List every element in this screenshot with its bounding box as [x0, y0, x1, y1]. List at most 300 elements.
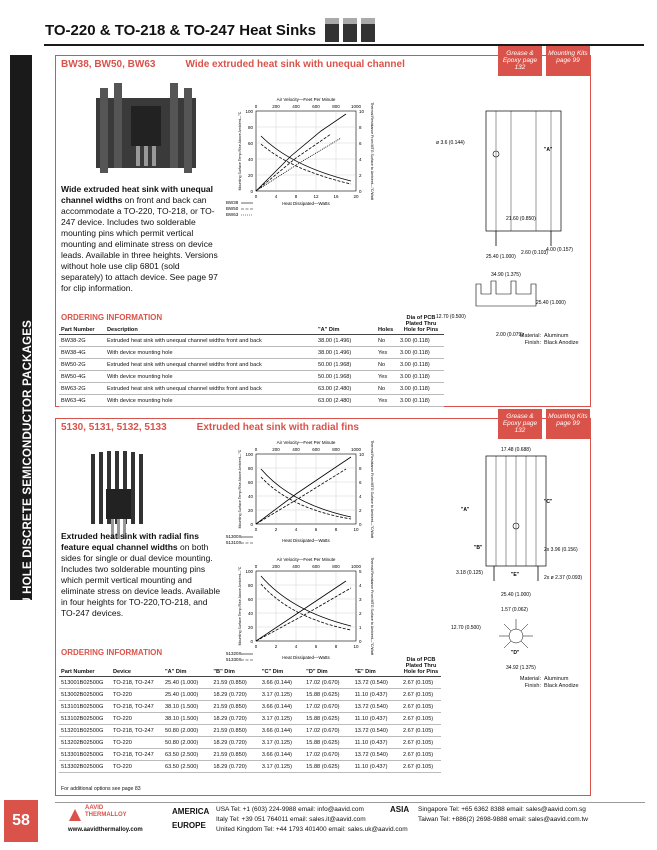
left-tick: 60	[247, 141, 253, 146]
table-row	[59, 335, 444, 347]
right-tick: 6	[359, 141, 362, 146]
bottom-tick: 4	[294, 644, 298, 649]
dim-top: 34.90 (1.375)	[491, 272, 521, 278]
heatsink-top-view	[476, 281, 536, 306]
table-cell: Yes	[376, 347, 398, 359]
dim-top: 17.48 (0.688)	[501, 447, 531, 453]
dim-h1: 2x 3.96 (0.156)	[544, 547, 578, 553]
top-tick: 400	[292, 564, 300, 569]
footer-rule	[55, 802, 645, 803]
table-cell: 2.67 (0.105)	[401, 725, 441, 737]
table-cell: TO-218, TO-247	[111, 749, 163, 761]
table-cell: 2.67 (0.105)	[401, 737, 441, 749]
table-row	[59, 713, 441, 725]
left-tick: 0	[250, 189, 253, 194]
bottom-tick: 16	[333, 194, 339, 199]
left-tick: 20	[247, 625, 253, 630]
top-tick: 800	[332, 104, 340, 109]
table-cell: 11.10 (0.437)	[353, 713, 401, 725]
dim-w: 25.40 (1.000)	[486, 254, 516, 260]
bw-thermal-graph	[221, 96, 381, 226]
table-cell: 18.29 (0.720)	[211, 761, 259, 773]
table-cell: 63.50 (2.500)	[163, 749, 211, 761]
col-holes: Holes	[376, 314, 398, 335]
region-asia: ASIA	[390, 805, 410, 814]
to220-package-icon	[325, 18, 339, 42]
legend-bw50: BW50	[226, 206, 239, 211]
material-value: Aluminum	[544, 676, 569, 682]
table-cell: 18.29 (0.720)	[211, 713, 259, 725]
left-tick: 80	[247, 583, 253, 588]
page-number: 58	[4, 800, 38, 842]
right-tick: 2	[359, 508, 362, 513]
right-tick: 0	[359, 189, 362, 194]
table-cell: 3.17 (0.125)	[260, 737, 304, 749]
table-cell: 513102B02500G	[59, 713, 111, 725]
left-tick: 40	[247, 157, 253, 162]
top-tick: 400	[292, 104, 300, 109]
material-labels	[501, 333, 541, 347]
dim-w: 25.40 (1.000)	[501, 592, 531, 598]
right-tick: 8	[359, 125, 362, 130]
top-tick: 0	[254, 104, 258, 109]
table-cell: 13.72 (0.540)	[353, 677, 401, 689]
table-cell: TO-220	[111, 761, 163, 773]
table-cell: 25.40 (1.000)	[163, 677, 211, 689]
bottom-tick: 0	[254, 644, 258, 649]
ordering-title: ORDERING INFORMATION	[61, 648, 163, 657]
graph-right-axis: Thermal Resistance From MTG Surface to Ambient—°C/Watt	[370, 102, 374, 200]
bottom-tick: 0	[254, 527, 258, 532]
col-description: Description	[105, 314, 316, 335]
bw-heatsink-photo	[86, 78, 206, 188]
left-tick: 0	[250, 639, 253, 644]
table-cell: BW50-2G	[59, 359, 105, 371]
bottom-tick: 2	[274, 527, 278, 532]
contact-taiwan[interactable]: Taiwan Tel: +886(2) 2698-9888 email: sales@aavid.com.tw	[418, 816, 588, 823]
table-header-row	[59, 656, 441, 677]
table-cell: 18.29 (0.720)	[211, 737, 259, 749]
graph-frame	[256, 454, 356, 524]
table-cell: 3.17 (0.125)	[260, 761, 304, 773]
table-row	[59, 677, 441, 689]
finish-label: Finish:	[524, 340, 541, 346]
51300x-temp-curve	[256, 457, 351, 524]
table-cell: TO-220	[111, 689, 163, 701]
table-cell: 2.67 (0.105)	[401, 701, 441, 713]
to218-package-icon	[343, 18, 357, 42]
graph-top-axis: Air Velocity—Feet Per Minute	[276, 440, 336, 445]
radial-dimension-drawing	[416, 441, 591, 681]
legend-51300x: 51300X	[226, 534, 242, 539]
material-values	[544, 676, 579, 690]
legend-bw38: BW38	[226, 200, 239, 205]
desc-text: on both sides for single or dual device mounting. Includes two solderable mounting pins which permit vertical mounting and eliminate stress on device leads. Available in four heights for TO-220,TO-218, and TO-247 devices.	[61, 542, 221, 618]
table-cell: 3.66 (0.144)	[260, 701, 304, 713]
contacts-americas-europe	[216, 805, 408, 835]
51330x-temp-curve	[256, 588, 351, 641]
top-tick: 1000	[350, 104, 362, 109]
table-cell: 3.00 (0.118)	[398, 335, 444, 347]
table-cell: TO-220	[111, 737, 163, 749]
table-cell: 50.80 (2.000)	[163, 725, 211, 737]
bottom-tick: 4	[274, 194, 278, 199]
table-cell: 3.17 (0.125)	[260, 689, 304, 701]
table-cell: 38.10 (1.500)	[163, 701, 211, 713]
to247-package-icon	[361, 18, 375, 42]
logo-text	[85, 805, 127, 819]
table-cell: 513302B02500G	[59, 761, 111, 773]
col-a-dim: "A" Dim	[163, 656, 211, 677]
table-cell: 17.02 (0.670)	[304, 725, 352, 737]
section-radial	[55, 413, 591, 796]
right-tick: 1	[359, 625, 362, 630]
bottom-tick: 12	[313, 194, 319, 199]
table-row	[59, 371, 444, 383]
section-parts: BW38, BW50, BW63	[61, 59, 156, 70]
right-tick: 4	[359, 494, 362, 499]
graph-bottom-axis: Heat Dissipated—Watts	[282, 538, 330, 543]
dim-e: "E"	[511, 572, 520, 578]
right-tick: 2	[359, 173, 362, 178]
material-labels	[501, 676, 541, 690]
graph-top-axis: Air Velocity—Feet Per Minute	[276, 557, 336, 562]
top-tick: 600	[312, 447, 320, 452]
col-c-dim: "C" Dim	[260, 656, 304, 677]
table-cell: TO-220	[111, 713, 163, 725]
col-b-dim: "B" Dim	[211, 656, 259, 677]
bottom-tick: 20	[353, 194, 359, 199]
table-row	[59, 701, 441, 713]
dim-r: 12.70 (0.500)	[451, 625, 481, 631]
graph-bottom-axis: Heat Dissipated—Watts	[282, 655, 330, 660]
table-cell: 38.10 (1.500)	[163, 713, 211, 725]
table-cell: 21.59 (0.850)	[211, 677, 259, 689]
logo-line2: THERMALLOY	[85, 812, 127, 818]
dim-l: 12.70 (0.500)	[436, 314, 466, 320]
table-cell: 50.80 (2.000)	[163, 737, 211, 749]
dim-hole: ø 3.6 (0.144)	[436, 140, 465, 146]
table-cell: 11.10 (0.437)	[353, 689, 401, 701]
ordering-table-bw	[59, 314, 444, 407]
contact-usa[interactable]: USA Tel: +1 (603) 224-9988 email: info@aavid.com	[216, 806, 364, 813]
material-label: Material:	[519, 333, 541, 339]
table-row	[59, 359, 444, 371]
bw63-temp-curve	[256, 138, 341, 191]
table-cell: Extruded heat sink with unequal channel widths front and back	[105, 359, 316, 371]
table-cell: 11.10 (0.437)	[353, 737, 401, 749]
table-cell: Yes	[376, 395, 398, 407]
left-tick: 100	[245, 569, 253, 574]
radial-graph-1	[221, 439, 381, 559]
graph-top-axis: Air Velocity—Feet Per Minute	[276, 97, 336, 102]
table-cell: 17.02 (0.670)	[304, 677, 352, 689]
table-cell: 513301B02500G	[59, 749, 111, 761]
table-cell: BW50-4G	[59, 371, 105, 383]
top-tick: 600	[312, 104, 320, 109]
dim-t1: 2.60 (0.103)	[521, 250, 548, 256]
right-tick: 8	[359, 466, 362, 471]
table-cell: 2.67 (0.105)	[401, 689, 441, 701]
right-tick: 0	[359, 639, 362, 644]
bottom-tick: 2	[274, 644, 278, 649]
top-tick: 1000	[350, 564, 362, 569]
finish-value: Black Anodize	[544, 683, 579, 689]
graph-left-axis: Mounting Surface Temp Rise Above Ambient—°C	[238, 449, 242, 529]
right-tick: 4	[359, 583, 362, 588]
table-cell: 2.67 (0.105)	[401, 677, 441, 689]
left-tick: 100	[245, 452, 253, 457]
logo-line1: AAVID	[85, 805, 104, 811]
ordering-title: ORDERING INFORMATION	[61, 313, 163, 322]
table-row	[59, 347, 444, 359]
table-cell: With device mounting hole	[105, 347, 316, 359]
col-device: Device	[111, 656, 163, 677]
bottom-tick: 4	[294, 527, 298, 532]
legend-bw63: BW63	[226, 212, 239, 217]
bw50-resistance-curve	[261, 144, 351, 184]
table-cell: 17.02 (0.670)	[304, 749, 352, 761]
left-tick: 60	[247, 480, 253, 485]
bw50-temp-curve	[256, 134, 331, 191]
table-row	[59, 761, 441, 773]
dim-b: 2.00 (0.079)	[496, 332, 523, 338]
top-tick: 200	[272, 104, 280, 109]
website-link[interactable]: www.aavidthermalloy.com	[68, 827, 143, 833]
table-cell: Extruded heat sink with unequal channel widths front and back	[105, 383, 316, 395]
col-part-number: Part Number	[59, 656, 111, 677]
51320x-resistance-curve	[261, 576, 351, 626]
table-cell: With device mounting hole	[105, 371, 316, 383]
table-cell: No	[376, 383, 398, 395]
left-tick: 80	[247, 125, 253, 130]
table-cell: Yes	[376, 371, 398, 383]
table-cell: 15.88 (0.625)	[304, 737, 352, 749]
top-tick: 800	[332, 447, 340, 452]
table-cell: 13.72 (0.540)	[353, 725, 401, 737]
heatsink-outline	[486, 111, 561, 231]
col-dia: Dia of PCB Plated Thru Hole for Pins	[401, 656, 441, 677]
table-cell: 63.00 (2.480)	[316, 383, 376, 395]
table-cell: 3.00 (0.118)	[398, 371, 444, 383]
bottom-tick: 10	[353, 527, 359, 532]
top-tick: 200	[272, 564, 280, 569]
table-cell: 3.00 (0.118)	[398, 359, 444, 371]
section1-description	[61, 184, 221, 294]
table-cell: 18.29 (0.720)	[211, 689, 259, 701]
contacts-asia	[418, 805, 588, 825]
left-tick: 60	[247, 597, 253, 602]
section-heading: Extruded heat sink with radial fins	[196, 422, 359, 433]
51310x-temp-curve	[256, 469, 346, 524]
graph-right-axis: Thermal Resistance From MTG Surface to Ambient—°C/Watt	[370, 440, 374, 538]
col-d-dim: "D" Dim	[304, 656, 352, 677]
table-row	[59, 725, 441, 737]
legend-51330x: 51330X	[226, 657, 242, 662]
table-cell: With device mounting hole	[105, 395, 316, 407]
right-tick: 10	[359, 452, 365, 457]
desc-text: on front and back can accommodate a TO-220, TO-218, or TO-247 device. Includes two solderable mounting pins which permit vertical mounting and eliminate stress on device leads. Available in three heights. Versions without hole use clip 6801 (sold separately) to attach device. See page 97 for clip information.	[61, 195, 218, 293]
dim-h: 21.60 (0.850)	[506, 216, 536, 222]
51330x-resistance-curve	[261, 584, 351, 630]
table-cell: 21.59 (0.850)	[211, 749, 259, 761]
left-tick: 40	[247, 611, 253, 616]
sidebar-label: THRU HOLE DISCRETE SEMICONDUCTOR PACKAGES	[22, 320, 34, 630]
table-cell: 15.88 (0.625)	[304, 689, 352, 701]
right-tick: 4	[359, 157, 362, 162]
table-cell: 50.00 (1.968)	[316, 371, 376, 383]
col-a-dim: "A" Dim	[316, 314, 376, 335]
graph-frame	[256, 571, 356, 641]
left-tick: 40	[247, 494, 253, 499]
footnote: For additional options see page 83	[61, 786, 141, 792]
region-europe: EUROPE	[172, 821, 206, 830]
dim-bottom: 34.92 (1.375)	[506, 665, 536, 671]
col-e-dim: "E" Dim	[353, 656, 401, 677]
dim-h2: 2x ø 2.37 (0.093)	[544, 575, 583, 581]
contact-singapore[interactable]: Singapore Tel: +65 6362 8388 email: sales@aavid.com.sg	[418, 806, 586, 813]
bottom-tick: 8	[334, 644, 338, 649]
table-cell: Extruded heat sink with unequal channel widths front and back	[105, 335, 316, 347]
contact-uk[interactable]: United Kingdom Tel: +44 1793 401400 email: sales.uk@aavid.com	[216, 826, 408, 833]
ordering-table-radial	[59, 656, 441, 773]
table-row	[59, 737, 441, 749]
table-cell: 3.66 (0.144)	[260, 677, 304, 689]
table-row	[59, 383, 444, 395]
table-cell: 21.59 (0.850)	[211, 701, 259, 713]
desc-bold: Extruded heat sink with radial fins feature equal channel widths	[61, 531, 199, 552]
dim-b: "B"	[474, 545, 483, 551]
section-parts: 5130, 5131, 5132, 5133	[61, 422, 167, 433]
graph-left-axis: Mounting Surface Temp Rise Above Ambient—°C	[238, 566, 242, 646]
table-cell: No	[376, 359, 398, 371]
material-value: Aluminum	[544, 333, 569, 339]
table-cell: 2.67 (0.105)	[401, 761, 441, 773]
sidebar-bar	[10, 55, 34, 630]
graph-bottom-axis: Heat Dissipated—Watts	[282, 201, 330, 206]
bw38-resistance-curve	[261, 136, 351, 181]
radial-top-view	[499, 619, 533, 648]
dim-a: "A"	[461, 507, 470, 513]
table-cell: 3.66 (0.144)	[260, 725, 304, 737]
table-cell: 38.00 (1.496)	[316, 335, 376, 347]
bottom-tick: 0	[254, 194, 258, 199]
right-tick: 3	[359, 597, 362, 602]
sidebar	[0, 0, 40, 850]
table-cell: 15.88 (0.625)	[304, 761, 352, 773]
table-header-row	[59, 314, 444, 335]
bottom-tick: 8	[334, 527, 338, 532]
51310x-resistance-curve	[261, 477, 351, 519]
bottom-tick: 6	[314, 527, 318, 532]
table-cell: 38.00 (1.496)	[316, 347, 376, 359]
left-tick: 20	[247, 508, 253, 513]
table-cell: 63.00 (2.480)	[316, 395, 376, 407]
finish-value: Black Anodize	[544, 340, 579, 346]
contact-italy[interactable]: Italy Tel: +39 051 764011 email: sales.it@aavid.com	[216, 816, 366, 823]
finish-label: Finish:	[524, 683, 541, 689]
right-tick: 6	[359, 480, 362, 485]
table-cell: TO-218, TO-247	[111, 677, 163, 689]
table-cell: 513201B02500G	[59, 725, 111, 737]
dim-p: 1.57 (0.062)	[501, 607, 528, 613]
dim-d: "D"	[511, 650, 520, 656]
bottom-tick: 10	[353, 644, 359, 649]
table-cell: 513001B02500G	[59, 677, 111, 689]
top-tick: 200	[272, 447, 280, 452]
table-cell: 3.00 (0.118)	[398, 383, 444, 395]
bottom-tick: 8	[294, 194, 298, 199]
legend-51320x: 51320X	[226, 651, 242, 656]
table-cell: BW38-2G	[59, 335, 105, 347]
table-cell: 50.00 (1.968)	[316, 359, 376, 371]
right-tick: 0	[359, 522, 362, 527]
table-cell: 2.67 (0.105)	[401, 749, 441, 761]
desc-bold: Wide extruded heat sink with unequal channel widths	[61, 184, 213, 205]
region-america: AMERICA	[172, 807, 210, 816]
mounting-kits-badge[interactable]: Mounting Kits page 99	[546, 46, 590, 76]
table-cell: TO-218, TO-247	[111, 701, 163, 713]
top-tick: 1000	[350, 447, 362, 452]
table-cell: 2.67 (0.105)	[401, 713, 441, 725]
legend-51310x: 51310X	[226, 540, 242, 545]
table-cell: BW38-4G	[59, 347, 105, 359]
section-title	[61, 422, 359, 433]
top-tick: 600	[312, 564, 320, 569]
section-title	[61, 59, 405, 70]
right-tick: 5	[359, 569, 362, 574]
bottom-tick: 6	[314, 644, 318, 649]
dim-l: 3.18 (0.125)	[456, 570, 483, 576]
region-labels	[172, 805, 209, 833]
table-cell: 21.59 (0.850)	[211, 725, 259, 737]
dim-t2: 4.00 (0.157)	[546, 247, 573, 253]
section-bw	[55, 50, 591, 407]
left-tick: 100	[245, 109, 253, 114]
top-tick: 0	[254, 564, 258, 569]
table-row	[59, 749, 441, 761]
table-cell: 11.10 (0.437)	[353, 761, 401, 773]
table-row	[59, 395, 444, 407]
graph-left-axis: Mounting Surface Temp Rise Above Ambient—°C	[238, 111, 242, 191]
col-dia: Dia of PCB Plated Thru Hole for Pins	[398, 314, 444, 335]
grease-epoxy-badge[interactable]: Grease & Epoxy page 132	[498, 46, 542, 76]
material-label: Material:	[519, 676, 541, 682]
mounting-kits-badge[interactable]: Mounting Kits page 99	[546, 409, 590, 439]
section-heading: Wide extruded heat sink with unequal channel	[185, 59, 405, 70]
table-row	[59, 689, 441, 701]
dim-c: "C"	[544, 499, 553, 505]
bw38-temp-curve	[256, 114, 346, 191]
table-cell: 13.72 (0.540)	[353, 701, 401, 713]
aavid-logo-icon	[68, 808, 82, 822]
right-tick: 2	[359, 611, 362, 616]
table-cell: BW63-4G	[59, 395, 105, 407]
col-part-number: Part Number	[59, 314, 105, 335]
right-tick: 10	[359, 109, 365, 114]
table-cell: TO-218, TO-247	[111, 725, 163, 737]
radial-heatsink-photo	[86, 449, 156, 544]
table-cell: No	[376, 335, 398, 347]
table-cell: 513002B02500G	[59, 689, 111, 701]
left-tick: 20	[247, 173, 253, 178]
table-cell: BW63-2G	[59, 383, 105, 395]
dim-a: "A"	[544, 147, 553, 153]
grease-epoxy-badge[interactable]: Grease & Epoxy page 132	[498, 409, 542, 439]
top-tick: 0	[254, 447, 258, 452]
table-cell: 3.66 (0.144)	[260, 749, 304, 761]
51320x-temp-curve	[256, 581, 346, 641]
